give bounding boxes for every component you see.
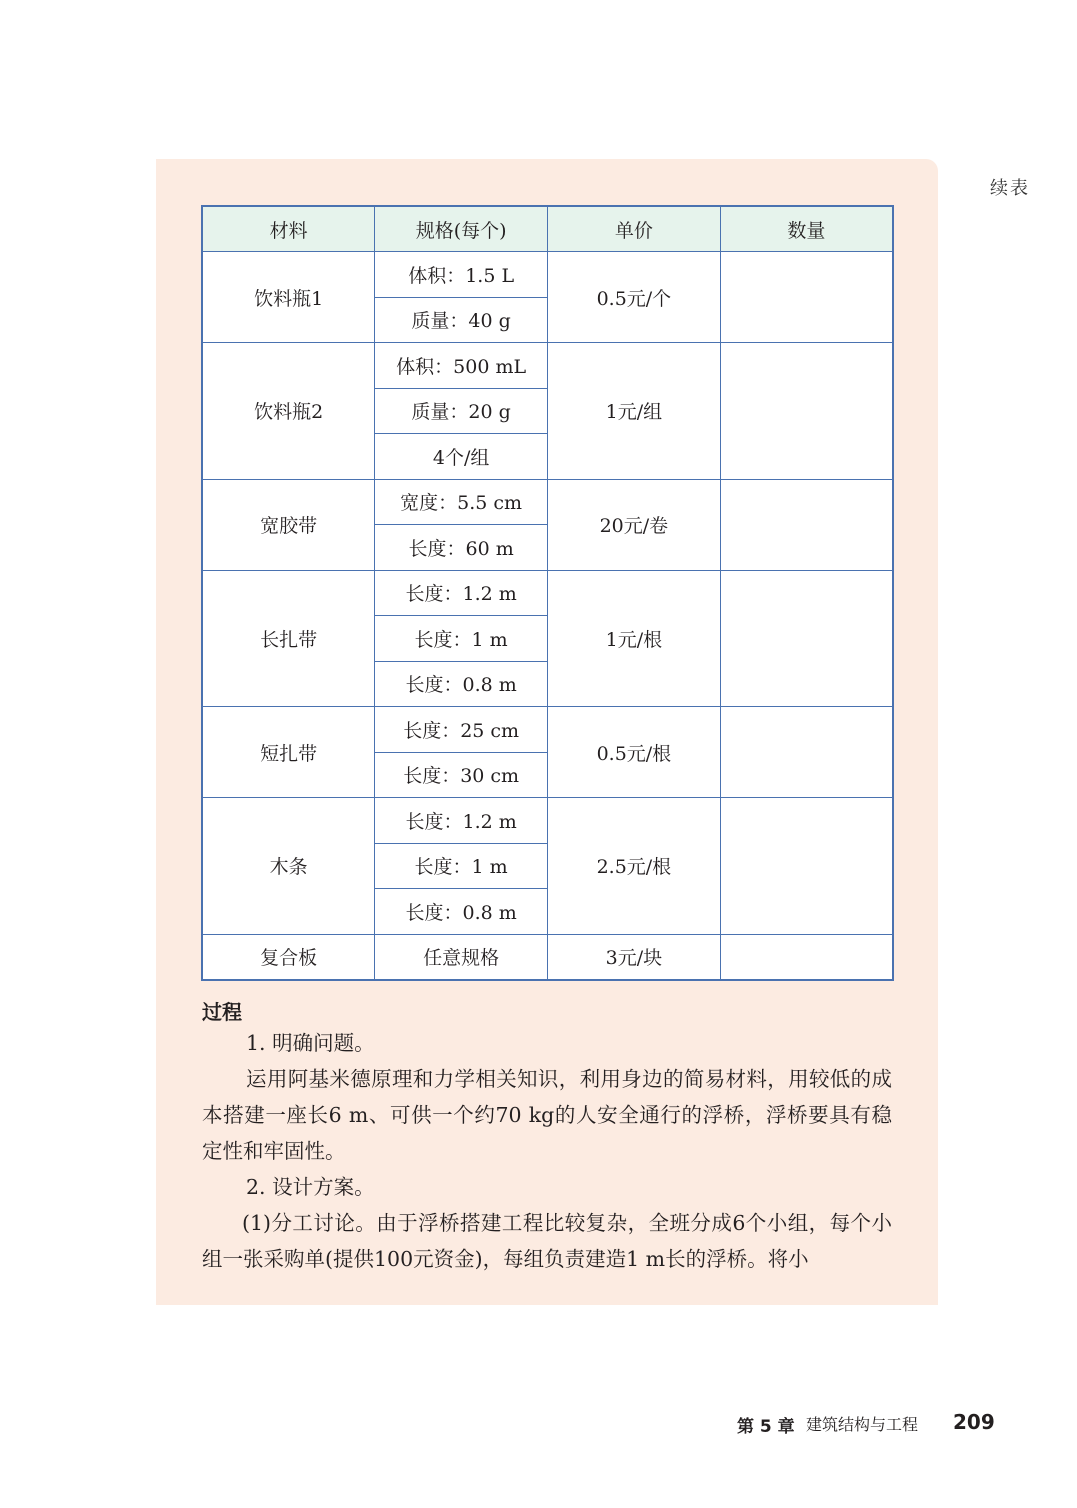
price-cell: 3元/块 — [548, 934, 721, 980]
material-name: 饮料瓶1 — [202, 252, 375, 343]
quantity-cell[interactable] — [720, 252, 893, 343]
price-cell: 20元/卷 — [548, 479, 721, 570]
quantity-cell[interactable] — [720, 343, 893, 480]
table-row — [202, 707, 893, 753]
table-row — [202, 798, 893, 844]
continued-label: 续表 — [990, 178, 1030, 199]
table-row — [202, 343, 893, 389]
materials-table — [201, 205, 894, 981]
material-name: 宽胶带 — [202, 479, 375, 570]
spec-cell: 长度：1 m — [375, 616, 548, 662]
spec-cell: 长度：1 m — [375, 843, 548, 889]
price-cell: 0.5元/个 — [548, 252, 721, 343]
spec-cell: 任意规格 — [375, 934, 548, 980]
header-quantity: 数量 — [720, 206, 893, 252]
spec-cell: 长度：0.8 m — [375, 661, 548, 707]
chapter-title: 建筑结构与工程 — [806, 1415, 919, 1434]
table-row — [202, 570, 893, 616]
spec-cell: 质量：20 g — [375, 388, 548, 434]
spec-cell: 长度：30 cm — [375, 752, 548, 798]
table-row — [202, 934, 893, 980]
spec-cell: 长度：0.8 m — [375, 889, 548, 935]
price-cell: 2.5元/根 — [548, 798, 721, 935]
step2-title: 2. 设计方案。 — [246, 1175, 375, 1199]
table-row — [202, 479, 893, 525]
material-name: 复合板 — [202, 934, 375, 980]
material-name: 饮料瓶2 — [202, 343, 375, 480]
material-name: 短扎带 — [202, 707, 375, 798]
header-spec: 规格(每个) — [375, 206, 548, 252]
spec-cell: 长度：60 m — [375, 525, 548, 571]
step1-text: 运用阿基米德原理和力学相关知识，利用身边的简易材料，用较低的成本搭建一座长6 m、可供一个约70 kg的人安全通行的浮桥，浮桥要具有稳定性和牢固性。 — [202, 1067, 892, 1163]
table-header-row — [202, 206, 893, 252]
spec-cell: 体积：500 mL — [375, 343, 548, 389]
table-row — [202, 252, 893, 298]
quantity-cell[interactable] — [720, 707, 893, 798]
spec-cell: 宽度：5.5 cm — [375, 479, 548, 525]
quantity-cell[interactable] — [720, 479, 893, 570]
spec-cell: 质量：40 g — [375, 297, 548, 343]
spec-cell: 体积：1.5 L — [375, 252, 548, 298]
price-cell: 1元/根 — [548, 570, 721, 707]
header-material: 材料 — [202, 206, 375, 252]
page-number: 209 — [953, 1410, 995, 1434]
material-name: 木条 — [202, 798, 375, 935]
quantity-cell[interactable] — [720, 798, 893, 935]
material-name: 长扎带 — [202, 570, 375, 707]
spec-cell: 4个/组 — [375, 434, 548, 480]
process-heading: 过程 — [202, 1000, 242, 1024]
chapter-number: 第 5 章 — [737, 1417, 795, 1437]
price-cell: 0.5元/根 — [548, 707, 721, 798]
quantity-cell[interactable] — [720, 934, 893, 980]
spec-cell: 长度：1.2 m — [375, 570, 548, 616]
spec-cell: 长度：1.2 m — [375, 798, 548, 844]
step2-text: (1)分工讨论。由于浮桥搭建工程比较复杂，全班分成6个小组，每个小组一张采购单(提供100元资金)，每组负责建造1 m长的浮桥。将小 — [202, 1211, 892, 1271]
spec-cell: 长度：25 cm — [375, 707, 548, 753]
step1-title: 1. 明确问题。 — [246, 1031, 375, 1055]
price-cell: 1元/组 — [548, 343, 721, 480]
quantity-cell[interactable] — [720, 570, 893, 707]
header-price: 单价 — [548, 206, 721, 252]
